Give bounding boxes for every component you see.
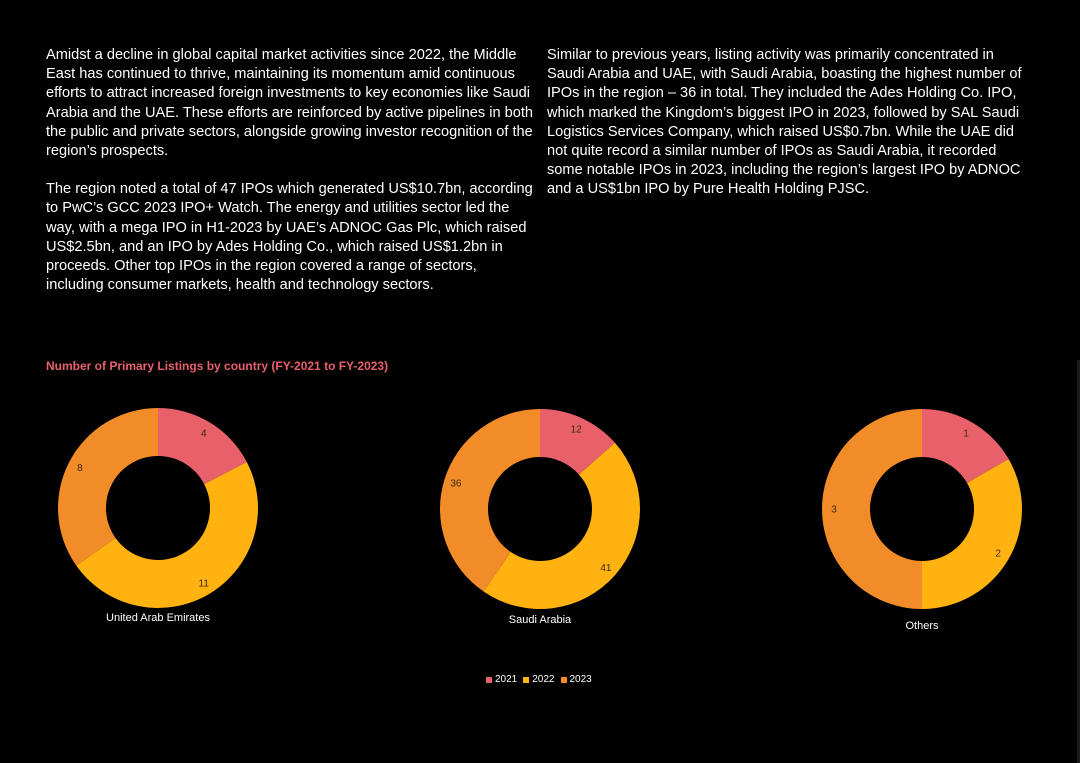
- data-label: 1: [963, 428, 969, 440]
- legend-label: 2021: [495, 674, 518, 685]
- data-label: 3: [831, 504, 837, 516]
- legend-item-2023: [561, 674, 592, 685]
- donut-slice-2022: [922, 459, 1022, 609]
- donut-slice-2023: [822, 409, 922, 609]
- legend-swatch-2021: [486, 677, 492, 683]
- data-label: 12: [570, 424, 582, 436]
- data-label: 11: [198, 578, 209, 590]
- data-label: 8: [77, 463, 83, 475]
- data-label: 2: [995, 548, 1001, 560]
- paragraph: Similar to previous years, listing activity was primarily concentrated in Saudi Arabia and UAE, with Saudi Arabia, boasting the highest number of IPOs in the region – 36 in total. They included the Ades Holding Co. IPO, which marked the Kingdom’s biggest IPO in 2023, followed by SAL Saudi Logistics Services Company, which raised US$0.7bn. While the UAE did not quite record a similar number of IPOs as Saudi Arabia, it recorded some notable IPOs in 2023, including the region’s largest IPO by ADNOC and a US$1bn IPO by Pure Health Holding PJSC.: [547, 47, 1022, 198]
- legend-label: 2022: [532, 674, 555, 685]
- paragraph: The region noted a total of 47 IPOs which generated US$10.7bn, according to PwC’s GCC 2023 IPO+ Watch. The energy and utilities sector led the way, with a mega IPO in H1-2023 by UAE’s ADNOC Gas Plc, which raised US$2.5bn, and an IPO by Ades Holding Co., which raised US$1.2bn in proceeds. Other top IPOs in the region covered a range of sectors, including consumer markets, health and technology sectors.: [46, 181, 533, 294]
- donut-country-label: Saudi Arabia: [508, 614, 572, 626]
- legend-item-2022: [523, 674, 554, 685]
- data-label: 36: [450, 478, 462, 490]
- legend-swatch-2023: [561, 677, 567, 683]
- donut-slice-2023: [58, 408, 158, 566]
- donut-country-label: United Arab Emirates: [106, 612, 210, 624]
- chart-title: Number of Primary Listings by country (FY-2021 to FY-2023): [46, 359, 389, 373]
- chart-legend: [486, 674, 592, 685]
- legend-label: 2023: [569, 674, 592, 685]
- donut-country-label: Others: [905, 620, 939, 632]
- legend-item-2021: [486, 674, 517, 685]
- paragraph: Amidst a decline in global capital market activities since 2022, the Middle East has continued to thrive, maintaining its momentum amid continuous efforts to attract increased foreign investments to key economies like Saudi Arabia and the UAE. These efforts are reinforced by active pipelines in both the public and private sectors, alongside growing investor recognition of the region’s prospects.: [46, 47, 534, 160]
- data-label: 41: [600, 562, 612, 574]
- data-label: 4: [200, 428, 207, 440]
- legend-swatch-2022: [523, 677, 529, 683]
